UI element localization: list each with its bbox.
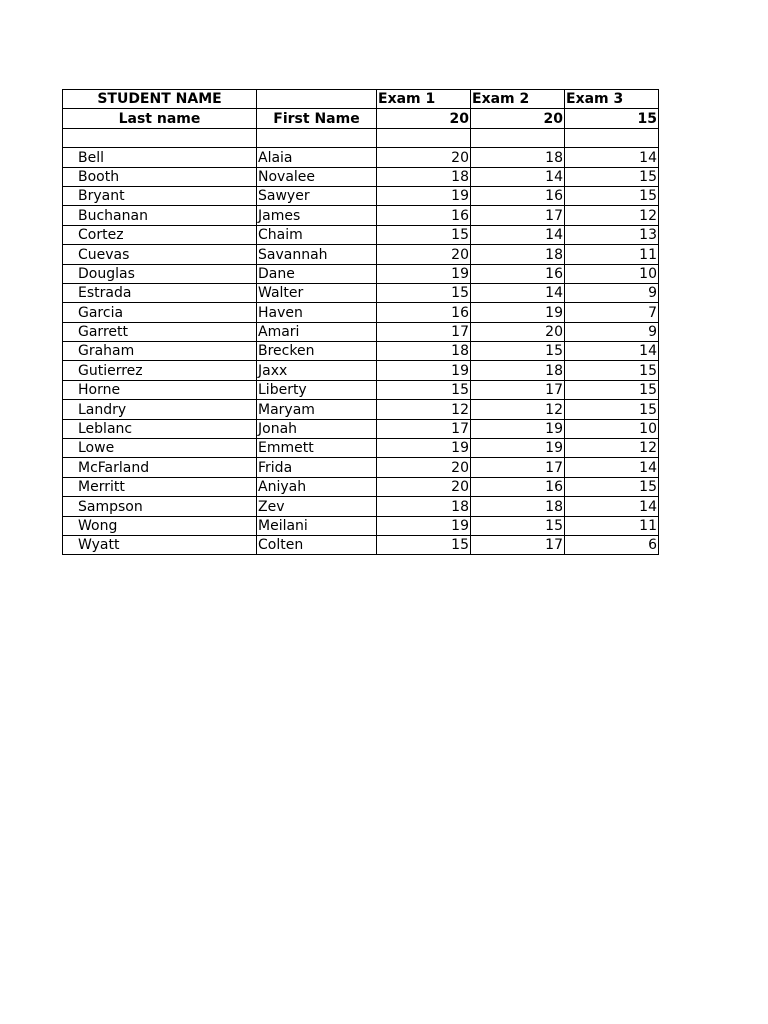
last-name-cell[interactable]: Wong xyxy=(63,516,257,535)
exam3-score-cell[interactable]: 10 xyxy=(565,419,659,438)
exam1-score-cell[interactable]: 15 xyxy=(377,380,471,399)
student-row xyxy=(63,458,659,477)
exam2-score-cell[interactable]: 18 xyxy=(471,497,565,516)
first-name-cell[interactable]: Alaia xyxy=(257,148,377,167)
exam2-score-cell[interactable]: 15 xyxy=(471,516,565,535)
empty-cell[interactable] xyxy=(63,128,257,147)
spacer-row xyxy=(63,128,659,147)
exam1-score-cell[interactable]: 19 xyxy=(377,264,471,283)
empty-cell[interactable] xyxy=(377,128,471,147)
grades-table xyxy=(62,89,659,555)
grades-table-body xyxy=(63,90,659,555)
exam3-header[interactable]: Exam 3 xyxy=(565,90,659,109)
last-name-cell[interactable]: Douglas xyxy=(63,264,257,283)
exam1-score-cell[interactable]: 17 xyxy=(377,419,471,438)
exam2-score-cell[interactable]: 16 xyxy=(471,477,565,496)
last-name-cell[interactable]: Garrett xyxy=(63,322,257,341)
exam2-score-cell[interactable]: 16 xyxy=(471,264,565,283)
last-name-cell[interactable]: Horne xyxy=(63,380,257,399)
student-row xyxy=(63,342,659,361)
exam1-score-cell[interactable]: 15 xyxy=(377,535,471,554)
exam3-score-cell[interactable]: 11 xyxy=(565,245,659,264)
last-name-cell[interactable]: Sampson xyxy=(63,497,257,516)
student-row xyxy=(63,535,659,554)
exam2-score-cell[interactable]: 19 xyxy=(471,303,565,322)
student-row xyxy=(63,264,659,283)
exam3-score-cell[interactable]: 14 xyxy=(565,458,659,477)
last-name-cell[interactable]: Garcia xyxy=(63,303,257,322)
exam3-score-cell[interactable]: 12 xyxy=(565,206,659,225)
last-name-cell[interactable]: Wyatt xyxy=(63,535,257,554)
exam3-max-points[interactable]: 15 xyxy=(565,109,659,128)
first-name-cell[interactable]: James xyxy=(257,206,377,225)
first-name-cell[interactable]: Colten xyxy=(257,535,377,554)
exam2-score-cell[interactable]: 19 xyxy=(471,439,565,458)
exam1-header[interactable]: Exam 1 xyxy=(377,90,471,109)
exam2-score-cell[interactable]: 19 xyxy=(471,419,565,438)
last-name-cell[interactable]: Gutierrez xyxy=(63,361,257,380)
last-name-cell[interactable]: Estrada xyxy=(63,283,257,302)
first-name-cell[interactable]: Brecken xyxy=(257,342,377,361)
exam2-score-cell[interactable]: 18 xyxy=(471,245,565,264)
first-name-cell[interactable]: Emmett xyxy=(257,439,377,458)
last-name-cell[interactable]: Cortez xyxy=(63,225,257,244)
student-row xyxy=(63,245,659,264)
last-name-cell[interactable]: Graham xyxy=(63,342,257,361)
exam1-score-cell[interactable]: 17 xyxy=(377,322,471,341)
exam3-score-cell[interactable]: 15 xyxy=(565,186,659,205)
student-row xyxy=(63,516,659,535)
student-row xyxy=(63,283,659,302)
exam1-score-cell[interactable]: 20 xyxy=(377,148,471,167)
first-name-cell[interactable]: Dane xyxy=(257,264,377,283)
first-name-cell[interactable]: Savannah xyxy=(257,245,377,264)
last-name-cell[interactable]: Cuevas xyxy=(63,245,257,264)
exam3-score-cell[interactable]: 10 xyxy=(565,264,659,283)
empty-cell[interactable] xyxy=(471,128,565,147)
exam2-score-cell[interactable]: 17 xyxy=(471,535,565,554)
last-name-cell[interactable]: Merritt xyxy=(63,477,257,496)
student-row xyxy=(63,361,659,380)
exam2-header[interactable]: Exam 2 xyxy=(471,90,565,109)
student-row xyxy=(63,167,659,186)
exam3-score-cell[interactable]: 14 xyxy=(565,342,659,361)
exam2-score-cell[interactable]: 18 xyxy=(471,148,565,167)
exam2-score-cell[interactable]: 15 xyxy=(471,342,565,361)
exam3-score-cell[interactable]: 15 xyxy=(565,361,659,380)
exam1-max-points[interactable]: 20 xyxy=(377,109,471,128)
exam3-score-cell[interactable]: 13 xyxy=(565,225,659,244)
exam3-score-cell[interactable]: 15 xyxy=(565,380,659,399)
exam1-score-cell[interactable]: 19 xyxy=(377,186,471,205)
exam2-score-cell[interactable]: 17 xyxy=(471,380,565,399)
exam2-max-points[interactable]: 20 xyxy=(471,109,565,128)
first-name-cell[interactable]: Maryam xyxy=(257,400,377,419)
student-row xyxy=(63,322,659,341)
exam2-score-cell[interactable]: 17 xyxy=(471,206,565,225)
student-row xyxy=(63,477,659,496)
empty-cell[interactable] xyxy=(565,128,659,147)
student-row xyxy=(63,419,659,438)
exam2-score-cell[interactable]: 14 xyxy=(471,225,565,244)
student-row xyxy=(63,497,659,516)
exam1-score-cell[interactable]: 19 xyxy=(377,361,471,380)
first-name-cell[interactable]: Aniyah xyxy=(257,477,377,496)
first-name-cell[interactable]: Chaim xyxy=(257,225,377,244)
blank-header-cell[interactable] xyxy=(257,90,377,109)
exam2-score-cell[interactable]: 14 xyxy=(471,283,565,302)
last-name-cell[interactable]: Buchanan xyxy=(63,206,257,225)
exam3-score-cell[interactable]: 14 xyxy=(565,497,659,516)
student-row xyxy=(63,206,659,225)
header-row-1 xyxy=(63,90,659,109)
last-name-cell[interactable]: Landry xyxy=(63,400,257,419)
exam2-score-cell[interactable]: 20 xyxy=(471,322,565,341)
exam3-score-cell[interactable]: 14 xyxy=(565,148,659,167)
last-name-cell[interactable]: Bryant xyxy=(63,186,257,205)
exam1-score-cell[interactable]: 18 xyxy=(377,342,471,361)
last-name-cell[interactable]: Booth xyxy=(63,167,257,186)
exam1-score-cell[interactable]: 20 xyxy=(377,477,471,496)
first-name-cell[interactable]: Walter xyxy=(257,283,377,302)
exam2-score-cell[interactable]: 18 xyxy=(471,361,565,380)
exam3-score-cell[interactable]: 15 xyxy=(565,400,659,419)
first-name-cell[interactable]: Meilani xyxy=(257,516,377,535)
exam1-score-cell[interactable]: 16 xyxy=(377,206,471,225)
exam3-score-cell[interactable]: 12 xyxy=(565,439,659,458)
first-name-header[interactable]: First Name xyxy=(257,109,377,128)
first-name-cell[interactable]: Jaxx xyxy=(257,361,377,380)
exam3-score-cell[interactable]: 6 xyxy=(565,535,659,554)
student-row xyxy=(63,380,659,399)
first-name-cell[interactable]: Liberty xyxy=(257,380,377,399)
student-row xyxy=(63,225,659,244)
exam3-score-cell[interactable]: 15 xyxy=(565,167,659,186)
first-name-cell[interactable]: Sawyer xyxy=(257,186,377,205)
exam1-score-cell[interactable]: 18 xyxy=(377,497,471,516)
exam2-score-cell[interactable]: 17 xyxy=(471,458,565,477)
first-name-cell[interactable]: Jonah xyxy=(257,419,377,438)
first-name-cell[interactable]: Zev xyxy=(257,497,377,516)
exam3-score-cell[interactable]: 7 xyxy=(565,303,659,322)
exam3-score-cell[interactable]: 15 xyxy=(565,477,659,496)
last-name-cell[interactable]: Leblanc xyxy=(63,419,257,438)
student-row xyxy=(63,439,659,458)
exam1-score-cell[interactable]: 15 xyxy=(377,225,471,244)
exam3-score-cell[interactable]: 9 xyxy=(565,283,659,302)
empty-cell[interactable] xyxy=(257,128,377,147)
exam1-score-cell[interactable]: 15 xyxy=(377,283,471,302)
exam1-score-cell[interactable]: 19 xyxy=(377,516,471,535)
student-row xyxy=(63,148,659,167)
exam1-score-cell[interactable]: 12 xyxy=(377,400,471,419)
student-row xyxy=(63,303,659,322)
first-name-cell[interactable]: Novalee xyxy=(257,167,377,186)
exam1-score-cell[interactable]: 20 xyxy=(377,458,471,477)
student-row xyxy=(63,186,659,205)
exam2-score-cell[interactable]: 12 xyxy=(471,400,565,419)
exam1-score-cell[interactable]: 19 xyxy=(377,439,471,458)
exam1-score-cell[interactable]: 18 xyxy=(377,167,471,186)
student-row xyxy=(63,400,659,419)
exam3-score-cell[interactable]: 11 xyxy=(565,516,659,535)
last-name-cell[interactable]: Bell xyxy=(63,148,257,167)
first-name-cell[interactable]: Haven xyxy=(257,303,377,322)
first-name-cell[interactable]: Frida xyxy=(257,458,377,477)
first-name-cell[interactable]: Amari xyxy=(257,322,377,341)
last-name-cell[interactable]: Lowe xyxy=(63,439,257,458)
exam2-score-cell[interactable]: 14 xyxy=(471,167,565,186)
exam1-score-cell[interactable]: 16 xyxy=(377,303,471,322)
exam1-score-cell[interactable]: 20 xyxy=(377,245,471,264)
student-name-header[interactable]: STUDENT NAME xyxy=(63,90,257,109)
last-name-header[interactable]: Last name xyxy=(63,109,257,128)
exam3-score-cell[interactable]: 9 xyxy=(565,322,659,341)
header-row-2 xyxy=(63,109,659,128)
exam2-score-cell[interactable]: 16 xyxy=(471,186,565,205)
last-name-cell[interactable]: McFarland xyxy=(63,458,257,477)
